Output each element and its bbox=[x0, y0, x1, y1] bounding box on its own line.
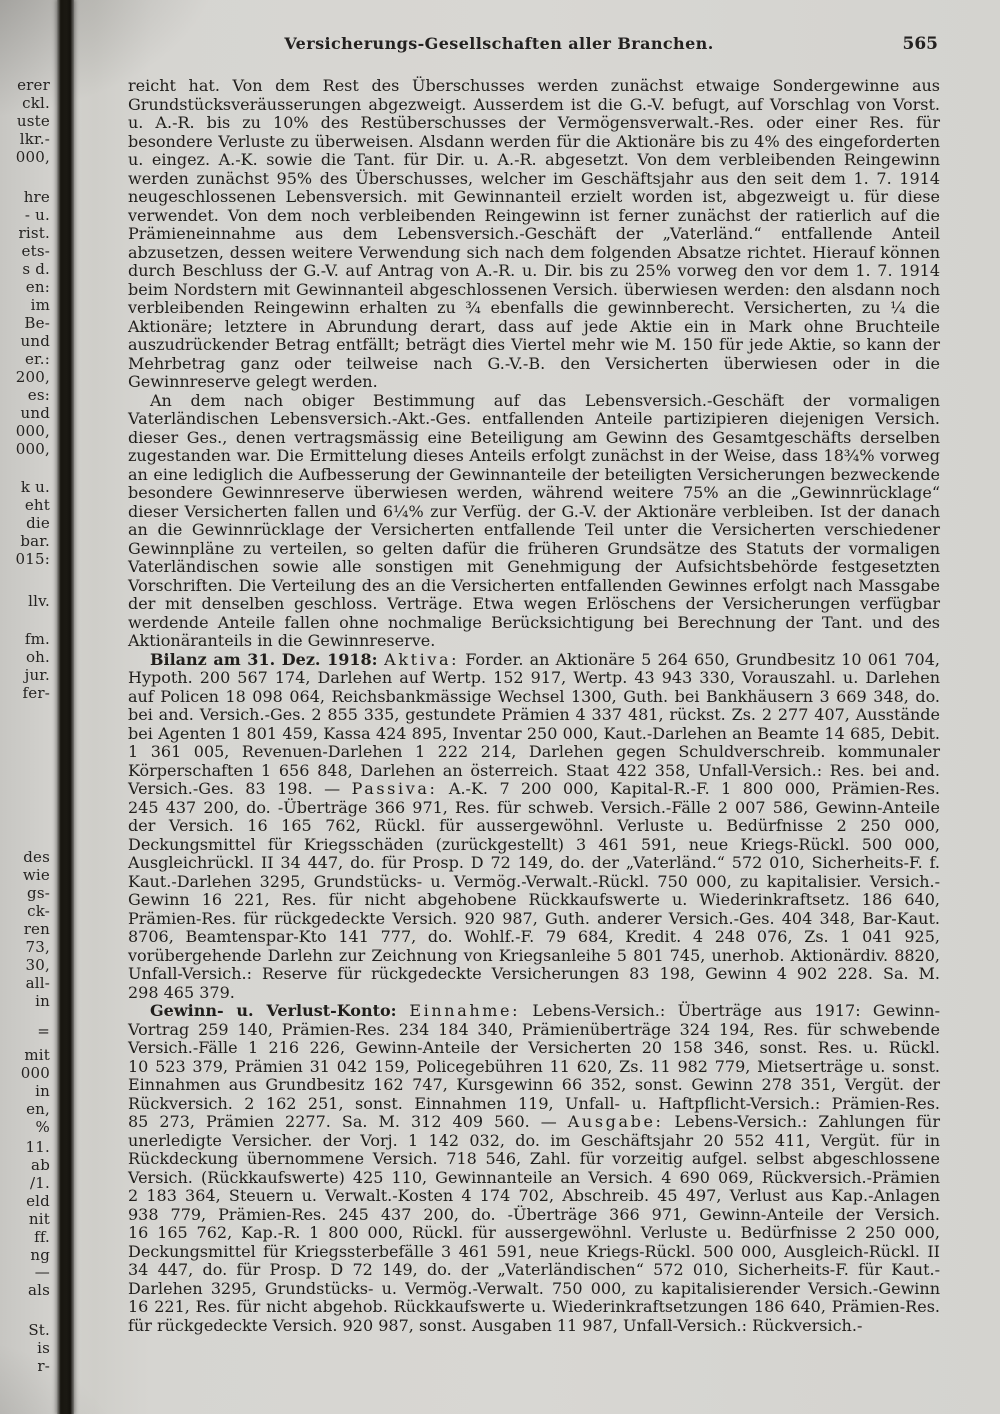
margin-fragment: r- bbox=[37, 1357, 50, 1375]
text-segment: A.-K. 7 200 000, Kapital-R.-F. 1 800 000, Prämien-Res. 245 437 200, do. -Überträge 366 971, Res. für schweb. Versich.-Fälle 2 007 586, Gewinn-Anteile der Versich. 16 165 762, Rückl. für aussergewöhnl. Verluste u. Bedürfnisse 2 250 000, Deckungsmittel für Kriegsschäden (zurückgestellt) 3 461 591, neue Kriegs-Rückl. 500 000, Ausgleichrückl. II 34 447, do. für Prosp. D 72 149, do. der „Vaterländ.“ 572 010, Sicherheits-F. f. Kaut.-Darlehen 3295, Grundstücks- u. Vermög.-Verwalt.-Rückl. 750 000, zu kapitalisier. Versich.-Gewinn 16 221, Res. für nicht abgehobene Rückkaufswerte u. Wiederinkraftsetz. 186 640, Prämien-Res. für rückgedeckte Versich. 920 987, Guth. anderer Versich.-Ges. 404 348, Bar-Kaut. 8706, Beamtenspar-Kto 141 777, do. Wohlf.-F. 79 684, Kredit. 4 248 076, Zs. 1 041 925, vorübergehende Darlehn zur Zeichnung von Kriegsanleihe 5 801 745, unerhob. Aktionärdiv. 8820, Unfall-Versich.: Reserve für rückgedeckte Versicherungen 83 198, Gewinn 4 902 228. Sa. M. 298 465 379. bbox=[128, 779, 941, 1002]
margin-fragment: die bbox=[26, 514, 50, 532]
margin-fragment: 73, bbox=[25, 938, 50, 956]
margin-fragment: ets- bbox=[21, 242, 50, 260]
margin-fragment: /1. bbox=[30, 1174, 50, 1192]
text-segment: An dem nach obiger Bestimmung auf das Lebensversich.-Geschäft der vormaligen Vaterländischen Lebensversich.-Akt.-Ges. entfallenden Anteile partizipieren diejenigen Versich. dieser Ges., denen vertragsmässig eine Beteiligung am Gewinn des Gesamtgeschäfts derselben zugestanden war. Die Ermittelung dieses Anteils erfolgt zunächst in der Weise, dass 18¾% vorweg an eine lediglich die Aufbesserung der Gewinnanteile der beteiligten Versicherungen bezweckende besondere Gewinnreserve überwiesen werden, während weitere 75% an die „Gewinnrücklage“ dieser Versicherten fallen und 6¼% zur Verfüg. der G.-V. der Aktionäre verbleiben. Ist der danach an die Gewinnrücklage der Versicherten entfallende Teil unter die Versicherten verschiedener Gewinnpläne zu verteilen, so gelten dafür die früheren Grundsätze des Statuts der vormaligen Vaterländischen sowie alle sonstigen mit Genehmigung der Aufsichtsbehörde festgesetzten Vorschriften. Die Verteilung des an die Versicherten entfallenden Gewinnes erfolgt nach Massgabe der mit denselben geschloss. Verträge. Etwa wegen Erlöschens der Versicherungen verfügbar werdende Anteile fallen ohne nochmalige Berücksichtigung bei Berechnung der Tant. und des Aktionäranteils in die Gewinnreserve. bbox=[128, 390, 940, 650]
margin-fragment: 11. bbox=[25, 1138, 50, 1156]
margin-fragment: hre bbox=[23, 188, 50, 206]
spaced-keyword: Einnahme: bbox=[409, 1001, 521, 1020]
margin-fragment: s d. bbox=[22, 260, 50, 278]
text-segment: Lebens-Versich.: Überträge aus 1917: Gewinn-Vortrag 259 140, Prämien-Res. 234 184 340, Prämienüberträge 324 194, Res. für schwebende Versich.-Fälle 1 216 226, Gewinn-Anteile der Versicherten 20 158 346, sonst. Res. u. Rückl. 10 523 379, Prämien 31 042 159, Policegebühren 11 620, Zs. 11 982 779, Mietserträge u. sonst. Einnahmen aus Grundbesitz 162 747, Kursgewinn 66 352, sonst. Gewinn 278 351, Vergüt. der Rückversich. 2 162 251, sonst. Einnahmen 119, Unfall- u. Haftpflicht-Versich.: Prämien-Res. 85 273, Prämien 2277. Sa. M. 312 409 560. — bbox=[128, 1001, 940, 1131]
spaced-keyword: Passiva: bbox=[351, 779, 438, 798]
paragraph bbox=[128, 651, 940, 1003]
margin-fragment: uste bbox=[16, 112, 50, 130]
margin-fragment: ren bbox=[23, 920, 50, 938]
margin-fragment: gs- bbox=[27, 884, 50, 902]
margin-fragment: ck- bbox=[27, 902, 50, 920]
margin-fragment: = bbox=[37, 1022, 50, 1040]
margin-fragment: - u. bbox=[24, 206, 50, 224]
margin-fragment: 30, bbox=[25, 956, 50, 974]
text-segment: Lebens-Versich.: Zahlungen für unerledigte Versicher. der Vorj. 1 142 032, do. im Geschäftsjahr 20 552 411, Vergüt. für in Rückdeckung übernommene Versich. 718 546, Zahl. für vorzeitig aufgel. selbst abgeschlossene Versich. (Rückkaufswerte) 425 110, Gewinnanteile an Versich. 4 690 069, Rückversich.-Prämien 2 183 364, Steuern u. Verwalt.-Kosten 4 174 702, Abschreib. 45 497, Verlust aus Kap.-Anlagen 938 779, Prämien-Res. 245 437 200, do. -Überträge 366 971, Gewinn-Anteile der Versich. 16 165 762, Kap.-R. 1 800 000, Rückl. für aussergewöhnl. Verluste u. Bedürfnisse 2 250 000, Deckungsmittel für Kriegssterbefälle 3 461 591, neue Kriegs-Rückl. 500 000, Ausgleich-Rückl. II 34 447, do. für Prosp. D 72 149, do. der „Vaterländischen“ 572 010, Sicherheits-F. für Kaut.-Darlehen 3295, Grundstücks- u. Vermög.-Verwalt. 750 000, zu kapitalisierender Versich.-Gewinn 16 221, Res. für nicht abgehob. Rückkaufswerte u. Wiederinkraftsetzungen 186 640, Prämien-Res. für rückgedeckte Versich. 920 987, sonst. Ausgaben 11 987, Unfall-Versich.: Rückversich.- bbox=[128, 1112, 941, 1335]
margin-fragment: 000, bbox=[15, 440, 50, 458]
margin-fragment: des bbox=[23, 848, 50, 866]
margin-fragment: lkr.- bbox=[19, 130, 50, 148]
margin-fragment: jur. bbox=[24, 666, 50, 684]
margin-fragment: all- bbox=[25, 974, 50, 992]
margin-fragment: als bbox=[27, 1281, 50, 1299]
margin-fragment: bar. bbox=[20, 532, 50, 550]
margin-fragment: in bbox=[35, 992, 50, 1010]
margin-fragment: St. bbox=[28, 1321, 50, 1339]
margin-fragments bbox=[0, 0, 53, 1414]
paragraph bbox=[128, 392, 940, 651]
margin-fragment: nit bbox=[28, 1210, 50, 1228]
margin-fragment: 200, bbox=[15, 368, 50, 386]
page-number: 565 bbox=[902, 34, 938, 54]
paragraph-lead: Bilanz am 31. Dez. 1918: bbox=[150, 649, 385, 669]
paragraph bbox=[128, 77, 940, 392]
margin-fragment: oh. bbox=[25, 648, 50, 666]
margin-fragment: k u. bbox=[20, 478, 50, 496]
paragraph-lead: Gewinn- u. Verlust-Konto: bbox=[150, 1001, 410, 1020]
margin-fragment: en: bbox=[25, 278, 50, 296]
margin-fragment: in bbox=[35, 1082, 50, 1100]
margin-fragment: ff. bbox=[34, 1228, 50, 1246]
margin-fragment: und bbox=[20, 332, 50, 350]
margin-fragment: im bbox=[30, 296, 50, 314]
margin-fragment: ng bbox=[30, 1246, 50, 1264]
page-body-text bbox=[128, 77, 940, 1335]
margin-fragment: mit bbox=[24, 1046, 50, 1064]
margin-fragment: und bbox=[20, 404, 50, 422]
text-segment: reicht hat. Von dem Rest des Überschusses werden zunächst etwaige Sondergewinne aus Grundstücksveräusserungen abgezweigt. Ausserdem ist die G.-V. befugt, auf Vorschlag von Vorst. u. A.-R. bis zu 10% des Restüberschusses der Vermögensverwalt.-Res. oder einer Res. für besondere Verluste zu überweisen. Alsdann werden für die Aktionäre bis zu 4% des eingeforderten u. eingez. A.-K. sowie die Tant. für Dir. u. A.-R. abgesetzt. Von dem verbleibenden Reingewinn werden zunächst 95% des Überschusses, welcher im Geschäftsjahr aus den seit dem 1. 7. 1914 neugeschlossenen Lebensversich. mit Gewinnanteil erzielt worden ist, abgezweigt u. für diese verwendet. Von dem noch verbleibenden Reingewinn ist ferner zunächst der ratierlich auf die Prämieneinnahme aus dem Lebensversich.-Geschäft der „Vaterländ.“ entfallende Anteil abzusetzen, dessen weitere Verwendung sich nach dem folgenden Absatze richtet. Hierauf können durch Beschluss der G.-V. auf Antrag von A.-R. u. Dir. bis zu 25% vorweg den vor dem 1. 7. 1914 beim Nordstern mit Gewinnanteil abgeschlossenen Versich. überwiesen werden: den alsdann noch verbleibenden Reingewinn erhalten zu ¾ ebenfalls die gewinnberecht. Versicherten, zu ¼ die Aktionäre; letztere in Abrundung derart, dass auf jede Aktie ein in Mark ohne Bruchteile auszudrückender Betrag entfällt; beträgt dies Viertel mehr wie M. 150 für jede Aktie, so kann der Mehrbetrag ganz oder teilweise nach G.-V.-B. den Versicherten überwiesen oder in die Gewinnreserve gelegt werden. bbox=[128, 76, 940, 391]
page-header bbox=[128, 34, 940, 58]
margin-fragment: 000, bbox=[15, 422, 50, 440]
margin-fragment: Be- bbox=[24, 314, 50, 332]
margin-fragment: wie bbox=[22, 866, 50, 884]
margin-fragment: — bbox=[34, 1263, 50, 1281]
binding-rule bbox=[57, 0, 74, 1414]
spaced-keyword: Aktiva: bbox=[384, 649, 460, 669]
margin-fragment: rist. bbox=[18, 224, 50, 242]
margin-fragment: fm. bbox=[24, 630, 50, 648]
margin-fragment: % bbox=[35, 1118, 50, 1136]
margin-fragment: 015: bbox=[15, 550, 50, 568]
spaced-keyword: Ausgabe: bbox=[567, 1112, 664, 1131]
margin-fragment: eht bbox=[24, 496, 50, 514]
margin-fragment: fer- bbox=[22, 684, 50, 702]
margin-fragment: is bbox=[37, 1339, 50, 1357]
margin-fragment: 000 bbox=[20, 1064, 50, 1082]
margin-fragment: ab bbox=[31, 1156, 50, 1174]
margin-fragment: en, bbox=[26, 1100, 50, 1118]
running-title: Versicherungs-Gesellschaften aller Branchen. bbox=[284, 34, 714, 53]
margin-fragment: ckl. bbox=[22, 94, 50, 112]
margin-fragment: llv. bbox=[28, 592, 50, 610]
margin-fragment: erer bbox=[17, 76, 50, 94]
margin-fragment: es: bbox=[27, 386, 50, 404]
margin-fragment: eld bbox=[26, 1192, 50, 1210]
paragraph bbox=[128, 1002, 940, 1335]
margin-fragment: 000, bbox=[15, 148, 50, 166]
text-segment: Forder. an Aktionäre 5 264 650, Grundbesitz 10 061 704, Hypoth. 200 567 174, Darlehen auf Wertp. 152 917, Wertp. 43 943 330, Vorauszahl. u. Darlehen auf Policen 18 098 064, Reichsbankmässige Wechsel 1300, Guth. bei Bankhäusern 3 669 348, do. bei and. Versich.-Ges. 2 855 335, gestundete Prämien 4 337 481, rückst. Zs. 2 277 407, Ausstände bei Agenten 1 801 459, Kassa 424 895, Inventar 250 000, Kaut.-Darlehen an Beamte 14 685, Debit. 1 361 005, Revenuen-Darlehen 1 222 214, Darlehen gegen Schuldverschreib. kommunaler Körperschaften 1 656 848, Darlehen an österreich. Staat 422 358, Unfall-Versich.: Res. bei and. Versich.-Ges. 83 198. — bbox=[128, 649, 940, 798]
margin-fragment: er.: bbox=[24, 350, 50, 368]
